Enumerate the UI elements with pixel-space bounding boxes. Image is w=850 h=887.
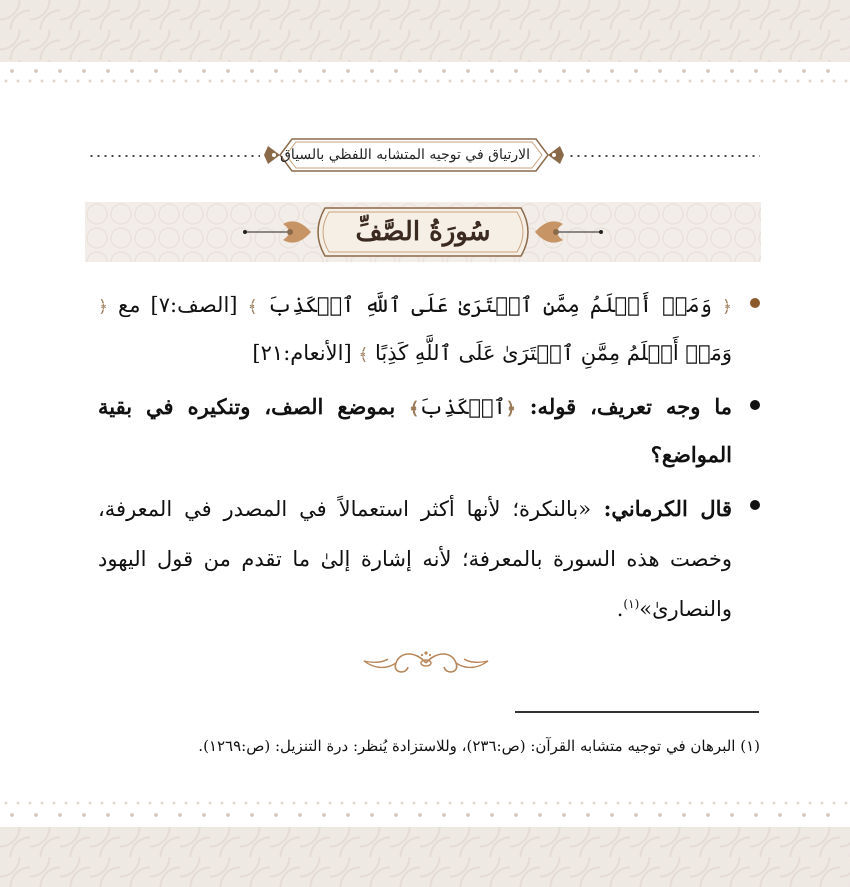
segment: ما وجه تعريف، قوله:: [515, 394, 732, 419]
segment: ﴿: [505, 399, 516, 419]
footnote: (١) البرهان في توجيه متشابه القرآن: (ص:٢٣٦)، وللاستزادة يُنظر: درة التنزيل: (ص:١٢٦٩).: [198, 737, 760, 755]
header-dotted-line-right: [568, 155, 760, 157]
footnote-reference[interactable]: (١): [623, 597, 640, 611]
segment: [الأنعام:٢١]: [252, 341, 359, 365]
bullet-black-icon: [750, 500, 760, 510]
bullet-black-icon: [750, 400, 760, 410]
main-content: [98, 282, 760, 634]
segment: ٱلۡكَذِبَ: [419, 395, 506, 419]
segment: [الصف:٧] مع: [107, 293, 248, 317]
top-dotted-border: [0, 64, 850, 78]
bullet-brown-icon: [750, 298, 760, 308]
verse-comparison-paragraph: [98, 282, 760, 378]
segment: «بالنكرة؛ لأنها أكثر استعمالاً في المصدر في المعرفة، وخصت هذه السورة بالمعرفة؛ لأنه إشارة إلىٰ ما تقدم من قول اليهود والنصارىٰ»: [98, 497, 732, 621]
question-paragraph: [98, 384, 760, 478]
surah-banner: [85, 202, 761, 262]
segment: ﴿: [722, 297, 732, 317]
header-title: الارتياق في توجيه المتشابه اللفظي بالسياق: [280, 147, 530, 163]
flourish-divider-icon: [356, 645, 496, 681]
segment: وَمَنۡ أَظۡلَمُ مِمَّنِ ٱفۡتَرَىٰ عَلَى ٱللَّهِ ٱلۡكَذِبَ: [257, 293, 723, 317]
top-decorative-band: [0, 0, 850, 62]
segment: .: [616, 597, 624, 621]
bottom-dotted-border: [0, 808, 850, 822]
segment: ﴾: [358, 345, 369, 365]
answer-paragraph: [98, 484, 760, 634]
segment: بموضع الصف، وتنكيره في بقية المواضع؟: [98, 394, 732, 467]
segment: ﴾: [247, 297, 258, 317]
segment: ﴾: [409, 399, 420, 419]
bottom-decorative-band: [0, 827, 850, 887]
footnote-separator: [515, 711, 759, 713]
header-dotted-line-left: [88, 155, 260, 157]
surah-title: سُورَةُ الصَّفِّ: [355, 217, 491, 247]
segment: وَمَنۡ أَظۡلَمُ مِمَّنِ ٱفۡتَرَىٰ عَلَى ٱللَّهِ كَذِبًا: [368, 341, 732, 365]
segment-lead: قال الكرماني:: [591, 496, 733, 521]
segment: ﴿: [98, 297, 108, 317]
running-header: [262, 135, 566, 175]
